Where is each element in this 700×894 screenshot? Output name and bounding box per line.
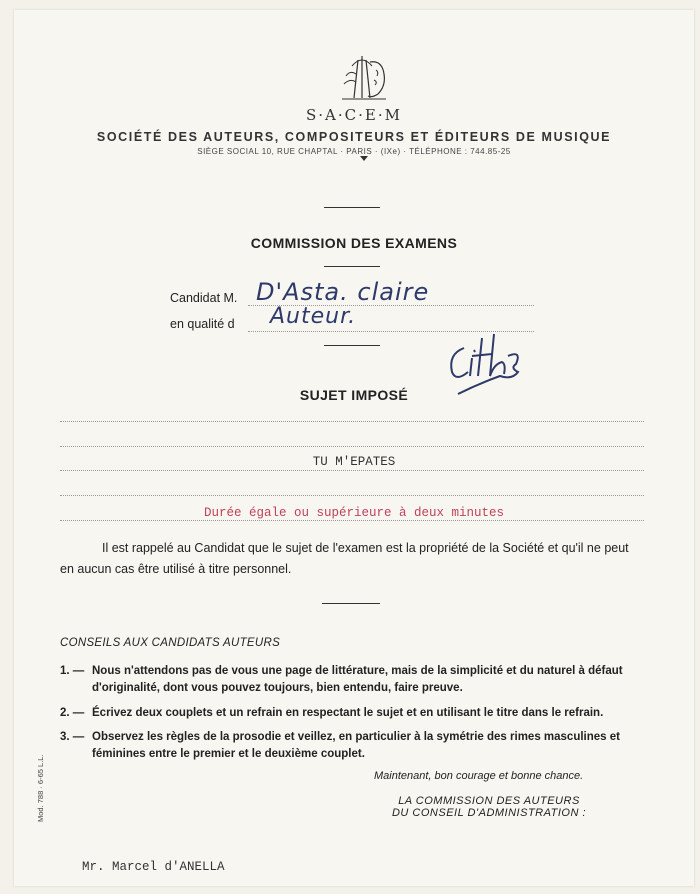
- society-name: SOCIÉTÉ DES AUTEURS, COMPOSITEURS ET ÉDITEURS DE MUSIQUE: [96, 130, 612, 144]
- sacem-emblem-icon: [332, 52, 396, 102]
- divider: [322, 603, 380, 604]
- society-address: SIÈGE SOCIAL 10, RUE CHAPTAL · PARIS · (IXe) · TÉLÉPHONE : 744.85-25: [197, 147, 511, 156]
- conseil-item-1: [60, 663, 644, 697]
- conseil-text: Nous n'attendons pas de vous une page de littérature, mais de la simplicité et du naturel à défaut d'originalité, dont vous pouvez toujours, bien entendu, faire preuve.: [92, 665, 623, 694]
- conseil-text: Écrivez deux couplets et un refrain en respectant le sujet et en utilisant le titre dans le refrain.: [92, 707, 604, 719]
- closing-line: Maintenant, bon courage et bonne chance.: [374, 770, 584, 782]
- dotted-line: [60, 446, 644, 447]
- candidat-label: Candidat M.: [170, 291, 238, 305]
- conseil-text: Observez les règles de la prosodie et veillez, en particulier à la symétrie des rimes masculines et féminines entre le premier et le deuxième couplet.: [92, 731, 620, 760]
- duration-typed: Durée égale ou supérieure à deux minutes: [203, 506, 505, 520]
- dotted-line: [60, 470, 644, 471]
- form-reference: Mod. 788 · 6-65 L.L.: [36, 754, 45, 822]
- sujet-title: SUJET IMPOSÉ: [299, 387, 409, 403]
- divider: [324, 207, 380, 208]
- document-sheet: [14, 10, 694, 886]
- dotted-line: [60, 520, 644, 521]
- qualite-handwritten-value: Auteur.: [270, 304, 357, 329]
- form-title: COMMISSION DES EXAMENS: [250, 235, 458, 251]
- commission-signature-block: [364, 795, 614, 819]
- conseil-number: 1. —: [60, 665, 85, 677]
- subject-typed: TU M'EPATES: [312, 455, 396, 469]
- conseil-item-3: [60, 729, 644, 763]
- candidat-handwritten-value: D'Asta. claire: [256, 278, 430, 306]
- recipient-name: Mr. Marcel d'ANELLA: [82, 860, 225, 874]
- notice-paragraph: Il est rappelé au Candidat que le sujet de l'examen est la propriété de la Société et qu'il ne peut en aucun cas être utilisé à titre personnel.: [60, 541, 629, 576]
- divider: [324, 345, 380, 346]
- conseil-number: 3. —: [60, 731, 85, 743]
- commission-line-1: LA COMMISSION DES AUTEURS: [398, 795, 580, 807]
- conseils-title: CONSEILS AUX CANDIDATS AUTEURS: [60, 637, 281, 649]
- dotted-line: [60, 495, 644, 496]
- qualite-label: en qualité d: [170, 317, 235, 331]
- divider: [324, 266, 380, 267]
- conseil-item-2: [60, 705, 644, 722]
- sacem-acronym: S·A·C·E·M: [306, 106, 402, 124]
- header-arrow-icon: [360, 156, 368, 161]
- dotted-line: [60, 421, 644, 422]
- conseil-number: 2. —: [60, 707, 85, 719]
- commission-line-2: DU CONSEIL D'ADMINISTRATION :: [391, 807, 587, 819]
